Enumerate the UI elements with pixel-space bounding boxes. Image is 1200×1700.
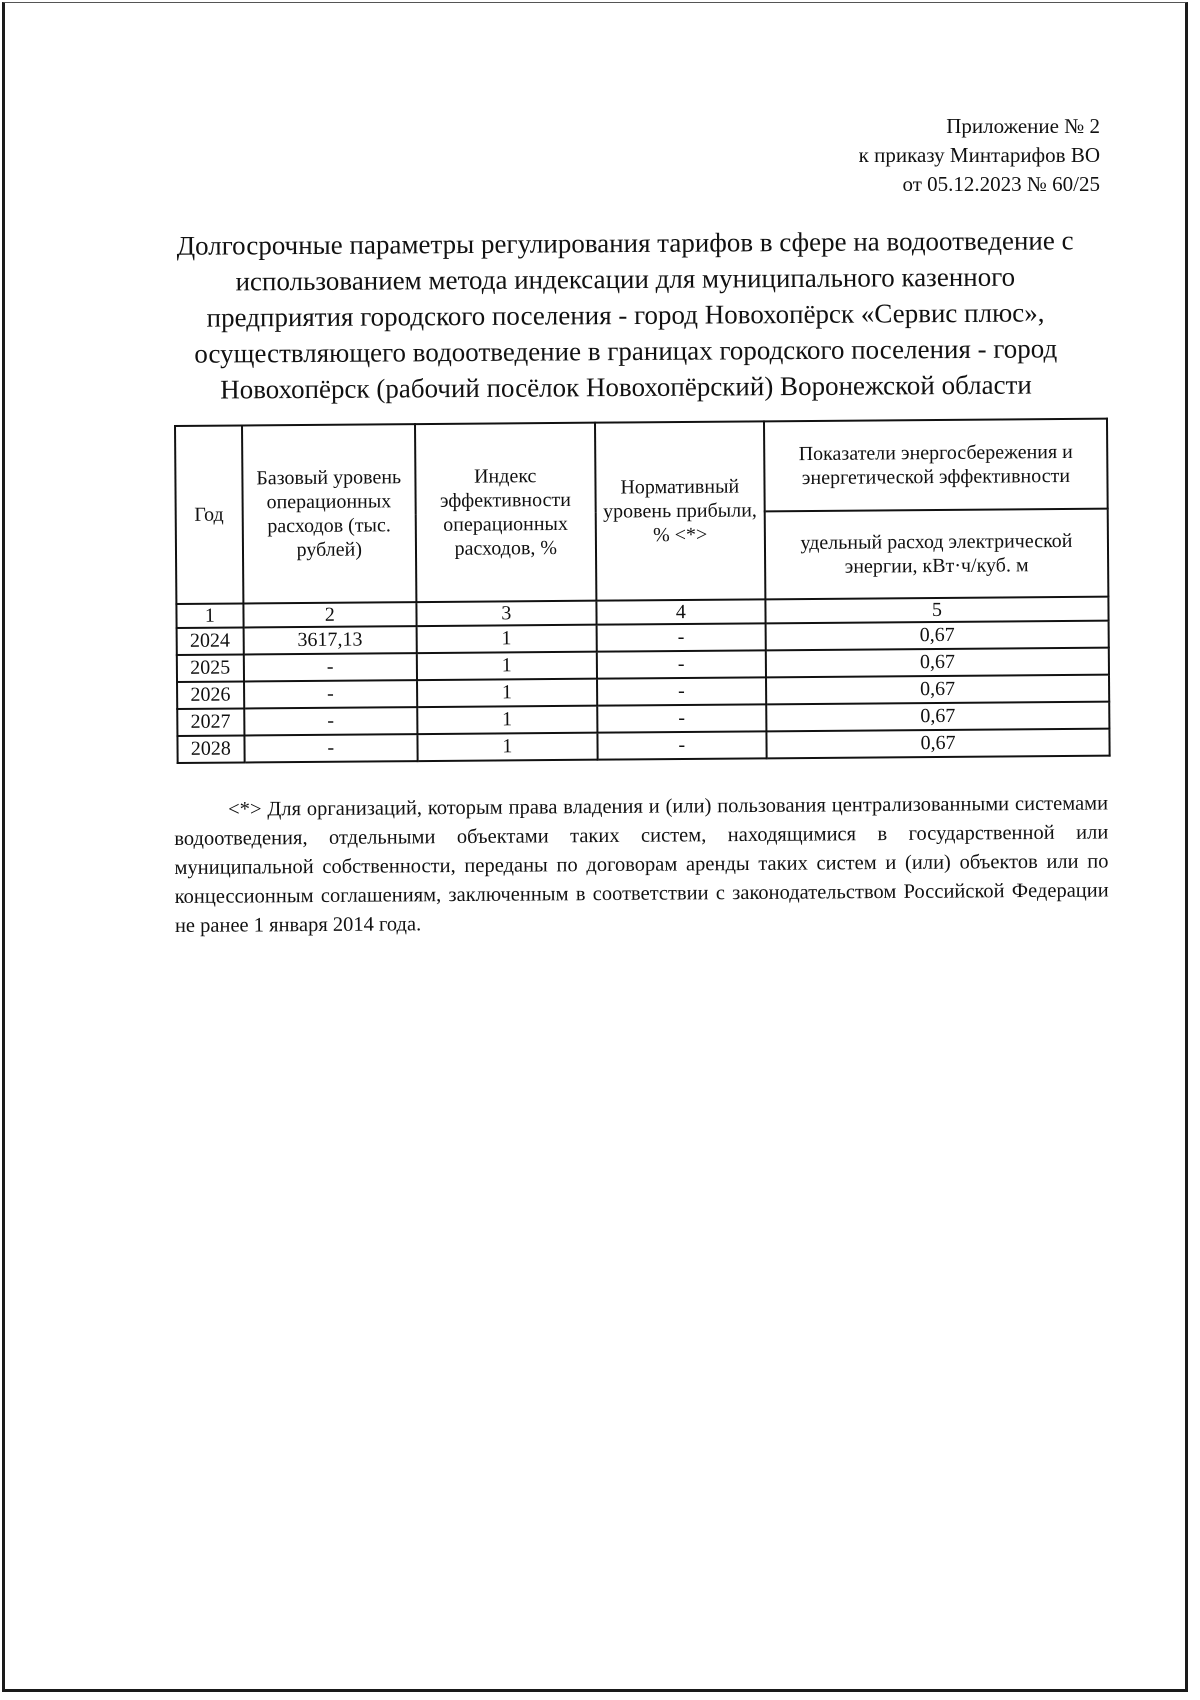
column-number: 2 <box>243 602 417 627</box>
header-efficiency-index: Индекс эффективности операционных расходов, % <box>415 423 596 602</box>
header-energy-consumption: удельный расход электрической энергии, кВт·ч/куб. м <box>765 509 1109 600</box>
parameters-table <box>174 418 1111 764</box>
cell-year: 2026 <box>177 681 244 709</box>
appendix-order-date: от 05.12.2023 № 60/25 <box>902 172 1100 196</box>
cell-energy: 0,67 <box>766 675 1109 705</box>
title-line: использованием метода индексации для муниципального казенного <box>235 261 1016 297</box>
cell-profit-level: - <box>597 677 767 705</box>
header-profit-level: Нормативный уровень прибыли, % <*> <box>595 421 766 600</box>
cell-efficiency-index: 1 <box>417 706 597 734</box>
cell-efficiency-index: 1 <box>417 625 597 653</box>
cell-base-level: - <box>244 734 418 762</box>
cell-year: 2028 <box>177 735 244 763</box>
title-line: предприятия городского поселения - город Новохопёрск «Сервис плюс», <box>206 297 1045 333</box>
appendix-number: Приложение № 2 <box>946 114 1100 138</box>
column-number: 4 <box>596 599 766 624</box>
cell-profit-level: - <box>596 623 766 651</box>
cell-energy: 0,67 <box>766 648 1109 678</box>
header-energy-group: Показатели энергосбережения и энергетической эффективности <box>764 419 1108 512</box>
cell-efficiency-index: 1 <box>417 652 597 680</box>
title-line: Долгосрочные параметры регулирования тарифов в сфере на водоотведение с <box>176 225 1074 261</box>
column-number: 5 <box>765 597 1108 624</box>
header-year: Год <box>175 425 243 604</box>
header-base-level: Базовый уровень операционных расходов (тыс. рублей) <box>242 424 417 603</box>
cell-energy: 0,67 <box>766 702 1109 732</box>
appendix-order-ref: к приказу Минтарифов ВО <box>858 143 1100 167</box>
document-title <box>140 222 1111 408</box>
cell-year: 2027 <box>177 708 244 736</box>
cell-base-level: - <box>244 680 418 708</box>
appendix-header <box>859 112 1100 199</box>
title-line: Новохопёрск (рабочий посёлок Новохопёрский) Воронежской области <box>220 369 1032 405</box>
cell-efficiency-index: 1 <box>417 679 597 707</box>
cell-year: 2024 <box>177 627 244 655</box>
cell-profit-level: - <box>596 650 766 678</box>
cell-year: 2025 <box>177 654 244 682</box>
cell-base-level: 3617,13 <box>243 626 417 654</box>
cell-energy: 0,67 <box>766 621 1109 651</box>
cell-profit-level: - <box>597 731 767 759</box>
footnote: <*> Для организаций, которым права владения и (или) пользования централизованными системами водоотведения, отдельными объектами таких систем, находящимися в государственной или муниципальной собственности, переданы по договорам аренды таких систем и (или) объектов или по концессионным соглашениям, заключенным в соответствии с законодательством Российской Федерации не ранее 1 января 2014 года. <box>174 792 1109 937</box>
table-header-row <box>175 419 1108 516</box>
cell-profit-level: - <box>597 704 767 732</box>
cell-efficiency-index: 1 <box>417 733 597 761</box>
cell-base-level: - <box>243 653 417 681</box>
cell-base-level: - <box>244 707 418 735</box>
cell-energy: 0,67 <box>766 729 1109 759</box>
title-line: осуществляющего водоотведение в границах городского поселения - город <box>194 333 1058 369</box>
column-number: 3 <box>416 601 596 626</box>
column-number: 1 <box>176 603 243 628</box>
